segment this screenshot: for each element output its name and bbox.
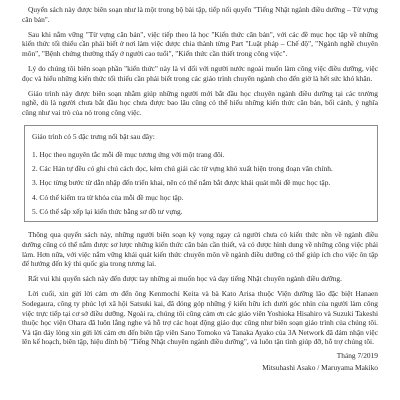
date-line: Tháng 7/2019 (336, 350, 378, 360)
features-box (24, 125, 378, 222)
feature-item: 4. Có thể kiểm tra từ khóa của mỗi đề mục học tập. (32, 192, 184, 202)
reason-paragraph: Lý do chúng tôi biên soạn phần "kiến thức" này là vì đối với người nước ngoài muốn làm công việc điều dưỡng, việc đọc và hiểu những kiến thức tối thiểu cần phải biết trong các giáo trình chuyên ngành cho đến giờ là hết sức khó khăn. (22, 63, 378, 83)
authors-line: Mitsuhashi Asako / Maruyama Makiko (262, 362, 378, 372)
features-title: Giáo trình có 5 đặc trưng nổi bật sau đây: (32, 132, 155, 142)
feature-item: 5. Có thể sắp xếp lại kiến thức bằng sơ đồ tư vựng. (32, 206, 183, 216)
expectation-paragraph: Thông qua quyển sách này, những người biên soạn kỳ vọng ngay cả người chưa có kiến thức nền về ngành điều dưỡng cũng có thể nắm được sơ lược những kiến thức căn bản cần thiết, và có được hình dung về những công việc phải làm. Hơn nữa, với việc nắm vững khái quát kiến thức chuyên môn về ngành điều dưỡng có thể giúp ích cho việc ôn tập để hướng đến kỳ thi quốc gia trong tương lai. (22, 230, 378, 269)
basic-knowledge-paragraph: Sau khi nắm vững "Từ vựng căn bản", việc tiếp theo là học "Kiến thức căn bản", với các đề mục học tập về những kiến thức tối thiểu cần phải biết ở nơi làm việc được chia thành từng Part "Luật pháp – Chế độ", "Ngành nghề chuyên môn", "Bệnh chứng thường thấy ở người cao tuổi", "Kiến thức cần thiết trong công việc". (22, 29, 378, 58)
feature-item: 2. Các Hán tự đều có ghi chú cách đọc, kèm chú giải các từ vựng khó xuất hiện trong đoạn văn chính. (32, 164, 333, 174)
welcome-paragraph: Rất vui khi quyển sách này đến được tay những ai muốn học và dạy tiếng Nhật chuyên ngành điều dưỡng. (28, 274, 342, 284)
purpose-paragraph: Giáo trình này được biên soạn nhằm giúp những người mới bắt đầu học chuyên ngành điều dưỡng tại các trường nghề, dù là người chưa bắt đầu học chưa được bao lâu cũng có thể hiểu những kiến thức căn bản, bối cảnh, ý nghĩa cũng như vai trò của nó trong công việc. (22, 88, 378, 117)
feature-item: 1. Học theo nguyên tắc mỗi đề mục tương ứng với một trang đôi. (32, 150, 225, 160)
intro-paragraph: Quyển sách này được biên soạn như là một trong bộ bài tập, tiếp nối quyển "Tiếng Nhật ngành điều dưỡng – Từ vựng căn bản". (22, 5, 378, 24)
feature-item: 3. Học từng bước từ dẫn nhập đến triển khai, nên có thể nắm bắt được khái quát mỗi đề mục học tập. (32, 178, 331, 188)
acknowledgement-paragraph: Lời cuối, xin gửi lời cảm ơn đến ông Kenmochi Keita và bà Kato Arisa thuộc Viện dưỡng lão đặc biệt Hanaen Sodegaura, công ty phúc lợi xã hội Satsuki kai, đã đóng góp những ý kiến hữu ích dưới góc nhìn của người làm công việc trực tiếp tại cơ sở điều dưỡng. Ngoài ra, chúng tôi cũng cảm ơn các giáo viên Yoshioka Hisahiro và Suzuki Takeshi thuộc học viện Ohara đã luôn lắng nghe và hỗ trợ các hoạt động giáo dục cũng như biên soạn giáo trình của chúng tôi. Và tận đáy lòng xin gửi lời cảm ơn đến biên tập viên Sano Tomoko và Tanaka Ayako của 3A Network đã đảm nhận việc lên kế hoạch, biên tập, hiệu đính bộ "Tiếng Nhật chuyên ngành điều dưỡng", và luôn tận tình giúp đỡ, hỗ trợ chúng tôi. (22, 289, 378, 347)
